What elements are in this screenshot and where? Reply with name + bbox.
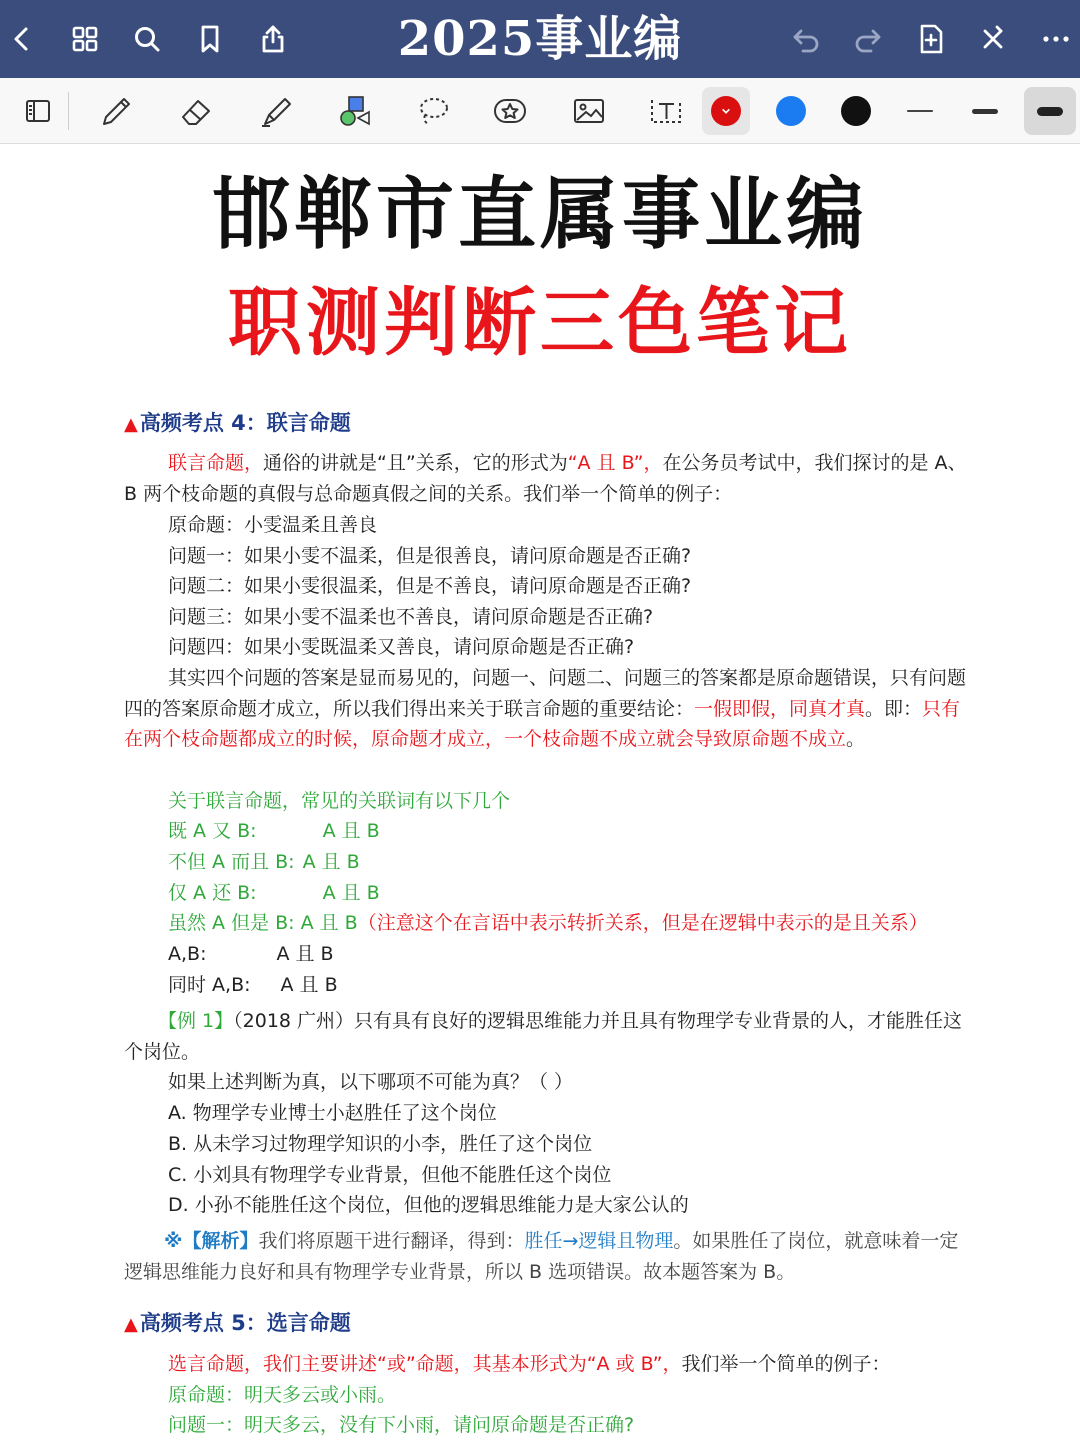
- example-line: 原命题：小雯温柔且善良: [168, 514, 378, 536]
- text-tool[interactable]: [642, 87, 690, 135]
- pen-icon: [96, 91, 136, 131]
- color-blue-swatch[interactable]: [767, 87, 815, 135]
- connective-left: 同时 A,B:: [168, 974, 251, 996]
- title-bar: [0, 0, 1080, 78]
- back-button[interactable]: [0, 17, 44, 61]
- main-title: 邯郸市直属事业编: [211, 169, 868, 260]
- connective-right: A 且 B: [322, 882, 380, 904]
- analysis-tag: ※【解析】: [164, 1230, 259, 1252]
- annotation-toolbar: [0, 78, 1080, 144]
- undo-button[interactable]: [784, 17, 828, 61]
- add-page-button[interactable]: [909, 17, 953, 61]
- intro-form: “A 且 B”，: [567, 452, 663, 474]
- connective-item: [168, 878, 380, 908]
- redo-button[interactable]: [846, 17, 890, 61]
- image-tool[interactable]: [565, 87, 613, 135]
- section-4-conclusion: [124, 663, 974, 755]
- toolbar-divider: [68, 92, 69, 130]
- section-5-intro: [168, 1349, 890, 1379]
- sidebar-toggle-icon: [18, 91, 58, 131]
- section-5-title: [124, 1308, 351, 1340]
- option-a: A. 物理学专业博士小赵胜任了这个岗位: [168, 1102, 497, 1124]
- sub-title: 职测判断三色笔记: [228, 280, 852, 366]
- although-note: （注意这个在言语中表示转折关系，但是在逻辑中表示的是且关系）: [357, 912, 928, 934]
- section-4-title-text: 高频考点 4：联言命题: [139, 411, 351, 435]
- sidebar-toggle-button[interactable]: [14, 87, 62, 135]
- redo-icon: [852, 23, 884, 55]
- example-1-analysis: [124, 1226, 974, 1287]
- example-line: 问题三：如果小雯不温柔也不善良，请问原命题是否正确?: [168, 606, 654, 628]
- example-question: 如果上述判断为真，以下哪项不可能为真？（ ）: [168, 1071, 574, 1093]
- bookmark-icon: [194, 23, 226, 55]
- highlighter-icon: [256, 91, 296, 131]
- black-color-dot: [841, 96, 871, 126]
- shapes-icon: [335, 91, 375, 131]
- option-b: B. 从未学习过物理学知识的小李，胜任了这个岗位: [168, 1133, 593, 1155]
- intro-text-a: 通俗的讲就是“且”关系，它的形式为: [263, 452, 568, 474]
- color-red-swatch[interactable]: [702, 87, 750, 135]
- section-5-line: 问题一：明天多云，没有下小雨，请问原命题是否正确?: [168, 1414, 635, 1436]
- connective-item: [168, 970, 338, 1000]
- lasso-icon: [413, 91, 453, 131]
- stroke-thick-option[interactable]: [1024, 87, 1076, 135]
- sticker-tool[interactable]: [486, 87, 534, 135]
- undo-icon: [790, 23, 822, 55]
- conclusion-text-a: 其实四个问题的答案是显而易见的，问题一、问题二、问题三的答案都是原命题错误，只有问题四的答案原命题才成立，所以我们得出来关于联言命题的重要结论：: [124, 667, 967, 720]
- connective-left: A,B:: [168, 943, 207, 965]
- although-connective: [168, 908, 928, 938]
- triangle-icon: ▲: [124, 414, 138, 435]
- image-icon: [569, 91, 609, 131]
- analysis-text-b: 。如果胜任了岗位，就意味着一定逻辑思维能力良好和具有物理学专业背景，所以 B 选项错误。故本题答案为 B。: [124, 1230, 959, 1283]
- example-text: （2018 广州）只有具有良好的逻辑思维能力并且具有物理学专业背景的人，才能胜任这个岗位。: [124, 1010, 963, 1063]
- lasso-tool[interactable]: [409, 87, 457, 135]
- shapes-tool[interactable]: [331, 87, 379, 135]
- document-title: 2025事业编: [397, 11, 683, 67]
- connective-item: [168, 816, 380, 846]
- document-page: [0, 145, 1080, 1440]
- section-5-line: 原命题：明天多云或小雨。: [168, 1384, 397, 1406]
- blue-color-dot: [776, 96, 806, 126]
- section-4-title: [124, 408, 351, 440]
- eraser-tool[interactable]: [172, 87, 220, 135]
- chevron-down-icon: [721, 106, 731, 116]
- conclusion-key: 一假即假，同真才真: [694, 697, 866, 720]
- text-icon: [646, 91, 686, 131]
- option-c: C. 小刘具有物理学专业背景，但他不能胜任这个岗位: [168, 1164, 612, 1186]
- connective-item: [168, 939, 334, 969]
- more-button[interactable]: [1034, 17, 1078, 61]
- stroke-thick-line: [1037, 107, 1063, 116]
- red-color-dot: [711, 96, 741, 126]
- example-tag: 【例 1】: [158, 1010, 234, 1032]
- option-d: D. 小孙不能胜任这个岗位，但他的逻辑思维能力是大家公认的: [168, 1194, 689, 1216]
- example-line: 问题二：如果小雯很温柔，但是不善良，请问原命题是否正确?: [168, 575, 692, 597]
- add-page-icon: [915, 23, 947, 55]
- share-icon: [257, 23, 289, 55]
- section-5-intro-red: 选言命题，我们主要讲述“或”命题，其基本形式为“A 或 B”，: [168, 1353, 682, 1375]
- although-rule: 虽然 A 但是 B: A 且 B: [168, 912, 358, 934]
- search-button[interactable]: [125, 17, 169, 61]
- section-4-intro: [124, 448, 974, 509]
- eraser-icon: [176, 91, 216, 131]
- pen-tool[interactable]: [92, 87, 140, 135]
- conclusion-text-b: 。即：: [865, 697, 923, 720]
- example-1-stem: [124, 1006, 974, 1067]
- stroke-thin-line: [907, 110, 933, 112]
- triangle-icon: ▲: [124, 1314, 138, 1335]
- close-icon: [977, 23, 1009, 55]
- color-black-swatch[interactable]: [832, 87, 880, 135]
- bookmark-button[interactable]: [188, 17, 232, 61]
- connective-left: 不但 A 而且 B:: [168, 851, 295, 873]
- intro-term: 联言命题，: [168, 452, 264, 474]
- connective-left: 既 A 又 B:: [168, 820, 257, 842]
- intro-text-b: 在公务员考试中，我们探讨的是 A、B 两个枝命题的真假与总命题真假之间的关系。我们举一个简单的例子：: [124, 452, 967, 505]
- analysis-translation: 胜任→逻辑且物理: [524, 1230, 674, 1252]
- share-button[interactable]: [251, 17, 295, 61]
- connectives-title: 关于联言命题，常见的关联词有以下几个: [168, 790, 511, 812]
- example-line: 问题一：如果小雯不温柔，但是很善良，请问原命题是否正确?: [168, 545, 692, 567]
- connective-left: 仅 A 还 B:: [168, 882, 257, 904]
- thumbnails-button[interactable]: [63, 17, 107, 61]
- search-icon: [131, 23, 163, 55]
- sticker-icon: [490, 91, 530, 131]
- connective-right: A 且 B: [280, 974, 338, 996]
- connective-item: [168, 847, 360, 877]
- connective-right: A 且 B: [302, 851, 360, 873]
- connective-right: A 且 B: [322, 820, 380, 842]
- section-5-intro-text: 我们举一个简单的例子：: [681, 1353, 891, 1375]
- example-line: 问题四：如果小雯既温柔又善良，请问原命题是否正确?: [168, 636, 635, 658]
- connective-right: A 且 B: [276, 943, 334, 965]
- section-5-title-text: 高频考点 5：选言命题: [139, 1311, 351, 1335]
- stroke-thin-option[interactable]: [896, 87, 944, 135]
- stroke-medium-line: [972, 109, 998, 114]
- close-button[interactable]: [971, 17, 1015, 61]
- more-icon: [1040, 23, 1072, 55]
- analysis-text-a: 我们将原题干进行翻译，得到：: [258, 1230, 525, 1252]
- back-icon: [6, 23, 38, 55]
- conclusion-text-c: 。: [846, 728, 866, 751]
- stroke-medium-option[interactable]: [961, 87, 1009, 135]
- highlighter-tool[interactable]: [252, 87, 300, 135]
- conclusion-rule: 只有在两个枝命题都成立的时候，原命题才成立，一个枝命题不成立就会导致原命题不成立: [124, 697, 961, 751]
- grid-icon: [69, 23, 101, 55]
